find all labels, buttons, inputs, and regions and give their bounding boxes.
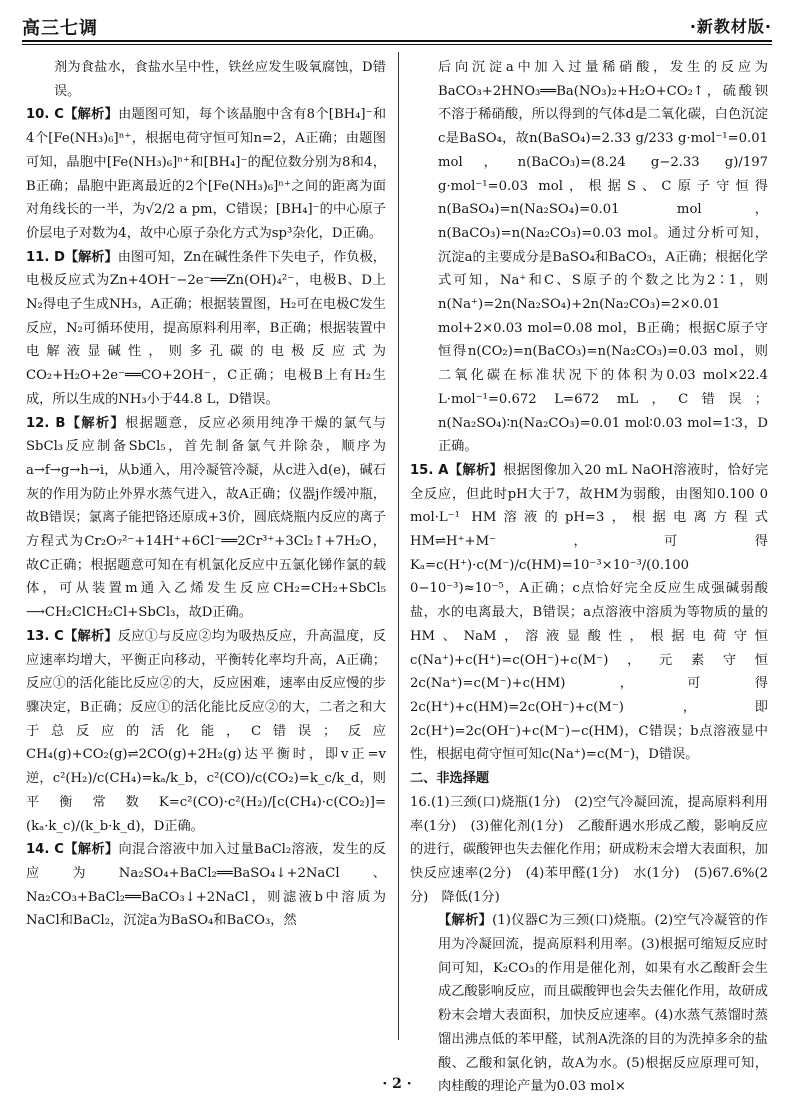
answer-item-9-cont [26, 56, 386, 103]
answer-item-14-cont [410, 56, 768, 459]
analysis-tag: 【解析】 [63, 628, 118, 644]
answer-item-15 [410, 459, 768, 767]
analysis-tag: 【解析】 [65, 415, 126, 431]
page-header [22, 6, 772, 40]
answer-choice: 13. C [26, 628, 64, 644]
answer-text: 根据题意，反应必须用纯净干燥的氯气与SbCl₃反应制备SbCl₅，首先制备氯气并除杂，顺序为a→f→g→h→i，从b通入，用冷凝管冷凝，从c进入d(e)，碱石灰的作用为防止外界水蒸气进入，故A正确；仪器j作缓冲瓶，故B错误；氯离子能把铬还原成+3价，圆底烧瓶内反应的离子方程式为Cr₂O₇²⁻+14H⁺+6Cl⁻══2Cr³⁺+3Cl₂↑+7H₂O，故C正确；根据题意可知在有机氯化反应中五氯化锑作氯的载体，可从装置m通入乙烯发生反应CH₂=CH₂+SbCl₅ ⟶CH₂ClCH₂Cl+SbCl₃，故D正确。 [26, 415, 386, 621]
answer-text: 根据图像加入20 mL NaOH溶液时，恰好完全反应，但此时pH大于7，故HM为弱酸，由图知0.100 0 mol·L⁻¹ HM溶液的pH=3，根据电离方程式HM⇌H⁺+M⁻，可得Kₐ=c(H⁺)·c(M⁻)/c(HM)=10⁻³×10⁻³/(0.100 0−10⁻³)≈10⁻⁵，A正确；c点恰好完全反应生成强碱弱酸盐，水的电离最大，B错误；a点溶液中溶质为等物质的量的HM、NaM，溶液显酸性，根据电荷守恒c(Na⁺)+c(H⁺)=c(OH⁻)+c(M⁻)，元素守恒2c(Na⁺)=c(M⁻)+c(HM)，可得2c(H⁺)+c(HM)=2c(OH⁻)+c(M⁻)，即2c(H⁺)=2c(OH⁻)+c(M⁻)−c(HM)，C错误；b点溶液显中性，根据电荷守恒可知c(Na⁺)=c(M⁻)，D错误。 [410, 462, 769, 763]
header-title: 高三七调 [22, 18, 98, 39]
header-edition: ·新教材版· [689, 17, 772, 36]
answer-text: (1)三颈(口)烧瓶(1分) (2)空气冷凝回流，提高原料利用率(1分) (3)催化剂(1分) 乙酸酐遇水形成乙酸，影响反应的进行，碳酸钾也失去催化作用；研成粉末会增大表面积，加快反应速率(2分) (4)苯甲醛(1分) 水(1分) (5)67.6%(2分) 降低(1分) [410, 794, 768, 905]
section-title: 二、非选择题 [410, 771, 490, 787]
left-column [26, 56, 386, 933]
answer-text: 后向沉淀a中加入过量稀硝酸，发生的反应为BaCO₃+2HNO₃══Ba(NO₃)₂+H₂O+CO₂↑，硫酸钡不溶于稀硝酸，所以得到的气体d是二氧化碳，白色沉淀c是BaSO₄，故n(BaSO₄)=2.33 g/233 g·mol⁻¹=0.01 mol，n(BaCO₃)=(8.24 g−2.33 g)/197 g·mol⁻¹=0.03 mol，根据S、C原子守恒得n(BaSO₄)=n(Na₂SO₄)=0.01 mol，n(BaCO₃)=n(Na₂CO₃)=0.03 mol。通过分析可知，沉淀a的主要成分是BaSO₄和BaCO₃，A正确；根据化学式可知，Na⁺和C、S原子的个数之比为2∶1，则n(Na⁺)=2n(Na₂SO₄)+2n(Na₂CO₃)=2×0.01 mol+2×0.03 mol=0.08 mol，B正确；根据C原子守恒得n(CO₂)=n(BaCO₃)=n(Na₂CO₃)=0.03 mol，则二氧化碳在标准状况下的体积为0.03 mol×22.4 L·mol⁻¹=0.672 L=672 mL，C错误；n(Na₂SO₄)∶n(Na₂CO₃)=0.01 mol∶0.03 mol=1∶3，D正确。 [438, 60, 768, 455]
answer-choice: 11. D [26, 249, 65, 265]
analysis-tag: 【解析】 [64, 249, 118, 265]
answer-text: 由图可知，Zn在碱性条件下失电子，作负极，电极反应式为Zn+4OH⁻−2e⁻══Zn(OH)₄²⁻，电极B、D上N₂得电子生成NH₃，A正确；根据装置图，H₂可在电极C发生反应，N₂可循环使用，提高原料利用率，B正确；根据装置中电解液显碱性，则多孔碳的电极反应式为CO₂+H₂O+2e⁻══CO+2OH⁻，C正确；电极B上有H₂生成，所以生成的NH₃小于44.8 L，D错误。 [26, 249, 386, 407]
answer-item-16-analysis [410, 909, 768, 1099]
analysis-tag: 【解析】 [448, 462, 504, 478]
answer-item-13 [26, 625, 386, 838]
question-number: 16. [410, 794, 431, 810]
analysis-tag: 【解析】 [63, 107, 119, 123]
answer-choice: 10. C [26, 107, 64, 123]
answer-text: 反应①与反应②均为吸热反应，升高温度，反应速率均增大，平衡正向移动，平衡转化率均升高，A正确；反应①的活化能比反应②的大，反应困难，速率由反应慢的步骤决定，B正确；反应①的活化能比反应②的大，二者之和大于总反应的活化能，C错误；反应CH₄(g)+CO₂(g)⇌2CO(g)+2H₂(g)达平衡时，即v正=v逆，c²(H₂)/c(CH₄)=kₐ/k_b，c²(CO)/c(CO₂)=k_c/k_d，则平衡常数K=c²(CO)·c²(H₂)/[c(CH₄)·c(CO₂)]=(kₐ·k_c)/(k_b·k_d)，D正确。 [26, 628, 386, 834]
answer-choice: 15. A [410, 462, 449, 478]
answer-choice: 14. C [26, 842, 64, 858]
answer-text: 由题图可知，每个该晶胞中含有8个[BH₄]⁻和4个[Fe(NH₃)₆]ⁿ⁺，根据电荷守恒可知n=2，A正确；由题图可知，晶胞中[Fe(NH₃)₆]ⁿ⁺和[BH₄]⁻的配位数分别为8和4，B正确；晶胞中距离最近的2个[Fe(NH₃)₆]ⁿ⁺之间的距离为面对角线长的一半，为√2/2 a pm，C错误；[BH₄]⁻的中心原子价层电子对数为4，故中心原子杂化方式为sp³杂化，D正确。 [26, 107, 387, 241]
answer-item-10 [26, 103, 386, 245]
header-rule [22, 40, 772, 42]
analysis-tag: 【解析】 [438, 913, 493, 929]
answer-choice: 12. B [26, 415, 66, 431]
right-column [410, 56, 768, 1099]
page-number: · 2 · [382, 1076, 412, 1092]
header-rule-thin [22, 44, 772, 45]
answer-text: (1)仪器C为三颈(口)烧瓶。(2)空气冷凝管的作用为冷凝回流，提高原料利用率。(3)根据可缩短反应时间可知，K₂CO₃的作用是催化剂，如果有水乙酸酐会生成乙酸影响反应，而且碳酸钾也会失去催化作用，故研成粉末会增大表面积，加快反应速率。(4)水蒸气蒸馏时蒸馏出沸点低的苯甲醛，试剂A洗涤的目的为洗掉多余的盐酸、乙酸和氯化钠，故A为水。(5)根据反应原理可知，肉桂酸的理论产量为0.03 mol× [438, 913, 768, 1095]
answer-text: 剂为食盐水，食盐水呈中性，铁丝应发生吸氧腐蚀，D错误。 [54, 60, 386, 99]
analysis-tag: 【解析】 [64, 842, 119, 858]
answer-text: 向混合溶液中加入过量BaCl₂溶液，发生的反应为Na₂SO₄+BaCl₂══BaSO₄↓+2NaCl、Na₂CO₃+BaCl₂══BaCO₃↓+2NaCl，则滤液b中溶质为NaCl和BaCl₂，沉淀a为BaSO₄和BaCO₃，然 [26, 842, 386, 929]
answer-item-11 [26, 246, 386, 412]
answer-item-12 [26, 412, 386, 625]
answer-item-14 [26, 838, 386, 933]
section-heading [410, 767, 768, 791]
column-divider [398, 52, 399, 1040]
answer-item-16 [410, 791, 768, 910]
